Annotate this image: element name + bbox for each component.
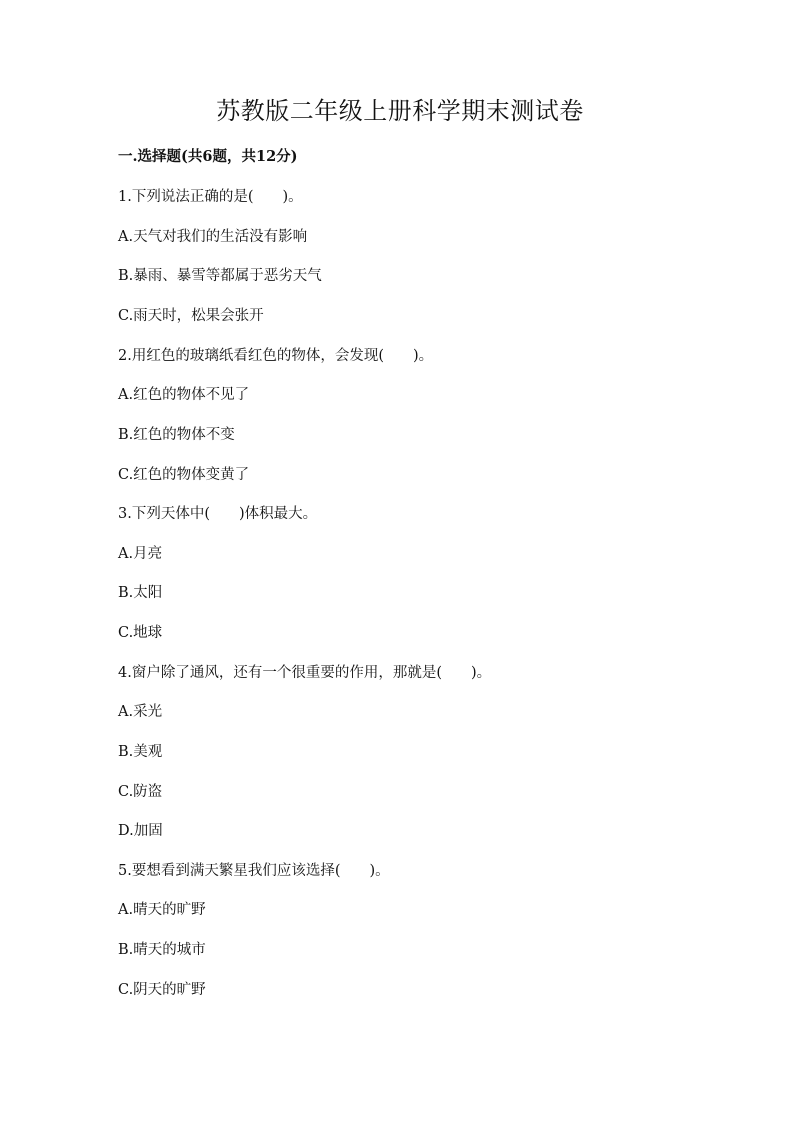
question-3-option-b[interactable]: B.太阳 bbox=[118, 585, 163, 601]
question-5-option-a[interactable]: A.晴天的旷野 bbox=[118, 902, 206, 918]
page-title: 苏教版二年级上册科学期末测试卷 bbox=[216, 97, 584, 125]
question-4-option-b[interactable]: B.美观 bbox=[118, 744, 163, 760]
question-4-option-d[interactable]: D.加固 bbox=[118, 823, 163, 839]
question-5-stem: 5.要想看到满天繁星我们应该选择( )。 bbox=[118, 863, 390, 879]
question-5-option-c[interactable]: C.阴天的旷野 bbox=[118, 982, 206, 998]
question-3-option-a[interactable]: A.月亮 bbox=[118, 546, 163, 562]
question-1-stem: 1.下列说法正确的是( )。 bbox=[118, 189, 303, 205]
question-4-option-c[interactable]: C.防盗 bbox=[118, 784, 163, 800]
section-heading: 一.选择题(共6题，共12分) bbox=[118, 148, 298, 165]
question-3-option-c[interactable]: C.地球 bbox=[118, 625, 163, 641]
question-2-option-b[interactable]: B.红色的物体不变 bbox=[118, 427, 235, 443]
question-1-option-c[interactable]: C.雨天时，松果会张开 bbox=[118, 308, 264, 324]
question-5-option-b[interactable]: B.晴天的城市 bbox=[118, 942, 206, 958]
question-2-option-c[interactable]: C.红色的物体变黄了 bbox=[118, 467, 250, 483]
question-1-option-b[interactable]: B.暴雨、暴雪等都属于恶劣天气 bbox=[118, 268, 322, 284]
question-4-stem: 4.窗户除了通风，还有一个很重要的作用，那就是( )。 bbox=[118, 665, 492, 681]
question-1-option-a[interactable]: A.天气对我们的生活没有影响 bbox=[118, 229, 308, 245]
question-2-stem: 2.用红色的玻璃纸看红色的物体，会发现( )。 bbox=[118, 348, 434, 364]
question-4-option-a[interactable]: A.采光 bbox=[118, 704, 163, 720]
question-2-option-a[interactable]: A.红色的物体不见了 bbox=[118, 387, 250, 403]
question-3-stem: 3.下列天体中( )体积最大。 bbox=[118, 506, 318, 522]
